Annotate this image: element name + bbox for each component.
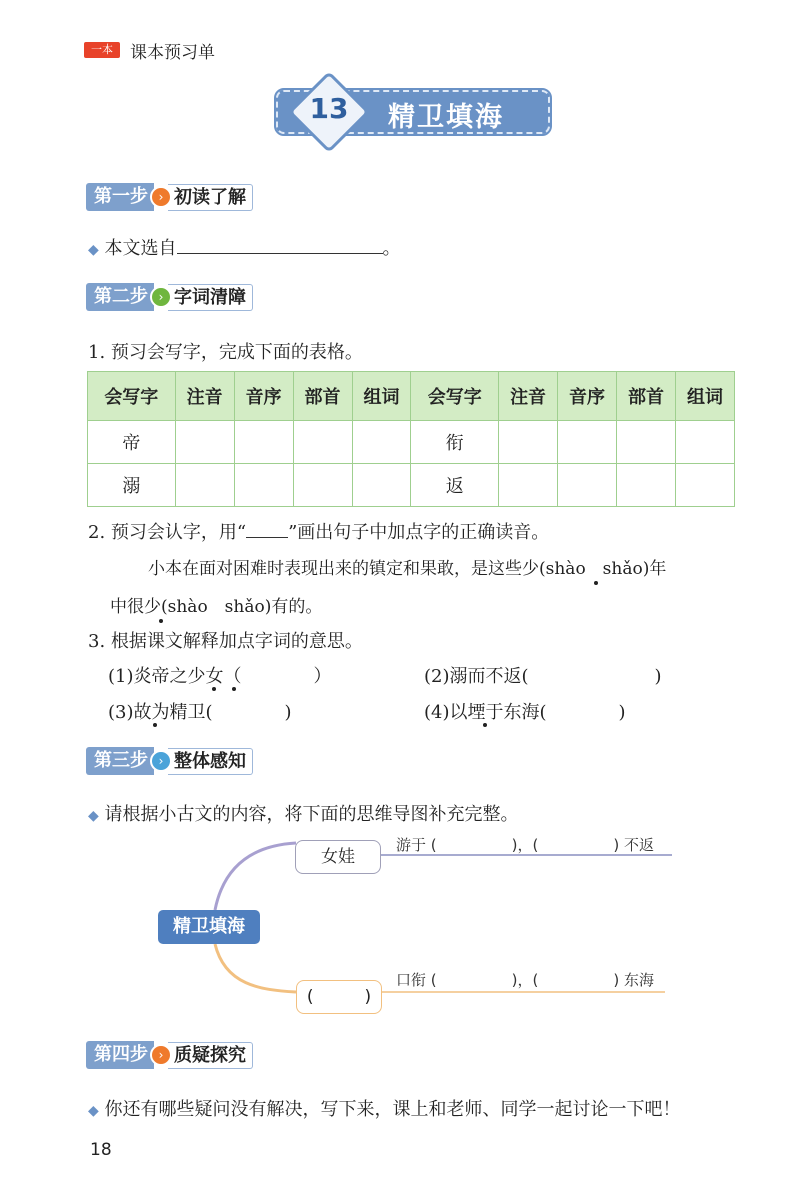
table-cell: 返 — [411, 464, 499, 507]
diamond-bullet-icon: ◆ — [88, 242, 99, 258]
question-text: 本文选自 — [104, 238, 177, 259]
column-header: 组词 — [675, 372, 734, 421]
column-header: 会写字 — [88, 372, 176, 421]
diamond-bullet-icon: ◆ — [88, 808, 99, 824]
page-header-title: 课本预习单 — [130, 43, 215, 63]
column-header: 注音 — [175, 372, 234, 421]
q3-item-3: (3)故为精卫( ) — [108, 702, 292, 723]
step-label-4 — [86, 1041, 253, 1069]
chevron-right-icon: › — [150, 286, 172, 308]
step-number: 第一步 — [86, 183, 154, 211]
diamond-bullet-icon: ◆ — [88, 1103, 99, 1119]
branch-connector-bottom — [215, 944, 296, 992]
question-3: 3. 根据课文解释加点字词的意思。 — [88, 631, 363, 652]
table-cell: 溺 — [88, 464, 176, 507]
mind-map-branch-text-bottom: 口衔 ( )，( ) 东海 — [396, 971, 654, 989]
step-name: 字词清障 — [168, 284, 253, 311]
step-name: 整体感知 — [168, 748, 253, 775]
brand-logo: 一本 — [84, 42, 120, 58]
mind-map-node-bottom[interactable]: ( ) — [296, 980, 382, 1014]
table-cell: 衔 — [411, 421, 499, 464]
chevron-right-icon: › — [150, 750, 172, 772]
column-header: 音序 — [558, 372, 617, 421]
chevron-right-icon: › — [150, 186, 172, 208]
mind-map-node-top: 女娃 — [295, 840, 381, 874]
step4-question — [88, 1095, 681, 1121]
question-1: 1. 预习会写字，完成下面的表格。 — [88, 342, 363, 363]
sentence-line-1: 小本在面对困难时表现出来的镇定和果敢，是这些少(shào shǎo)年 — [148, 559, 667, 579]
column-header: 部首 — [293, 372, 352, 421]
lesson-number: 13 — [309, 92, 349, 125]
table-cell: 帝 — [88, 421, 176, 464]
mind-map-branch-text-top: 游于 ( )，( ) 不返 — [396, 836, 654, 854]
question-text: 2. 预习会认字，用“ — [88, 522, 247, 543]
q3-item-2: (2)溺而不返( ) — [424, 666, 662, 687]
question-text: 你还有哪些疑问没有解决，写下来，课上和老师、同学一起讨论一下吧！ — [104, 1099, 681, 1120]
column-header: 部首 — [617, 372, 676, 421]
question-text-cont: ”画出句子中加点字的正确读音。 — [288, 522, 550, 543]
mind-map-root: 精卫填海 — [158, 910, 260, 944]
chevron-right-icon: › — [150, 1044, 172, 1066]
column-header: 组词 — [352, 372, 411, 421]
question-text: 请根据小古文的内容，将下面的思维导图补充完整。 — [104, 804, 519, 825]
branch-connector-top — [215, 843, 296, 910]
lesson-title: 精卫填海 — [388, 102, 504, 133]
step-number: 第三步 — [86, 747, 154, 775]
column-header: 注音 — [499, 372, 558, 421]
step-number: 第四步 — [86, 1041, 154, 1069]
column-header: 音序 — [234, 372, 293, 421]
q3-item-4: (4)以堙于东海( ) — [424, 702, 626, 723]
page-number: 18 — [90, 1140, 112, 1160]
q3-item-1: (1)炎帝之少女（ ） — [108, 666, 332, 687]
step-name: 质疑探究 — [168, 1042, 253, 1069]
step-name: 初读了解 — [168, 184, 253, 211]
column-header: 会写字 — [411, 372, 499, 421]
step-number: 第二步 — [86, 283, 154, 311]
sentence-line-2: 中很少(shào shǎo)有的。 — [110, 597, 323, 617]
question-suffix: 。 — [382, 238, 401, 259]
